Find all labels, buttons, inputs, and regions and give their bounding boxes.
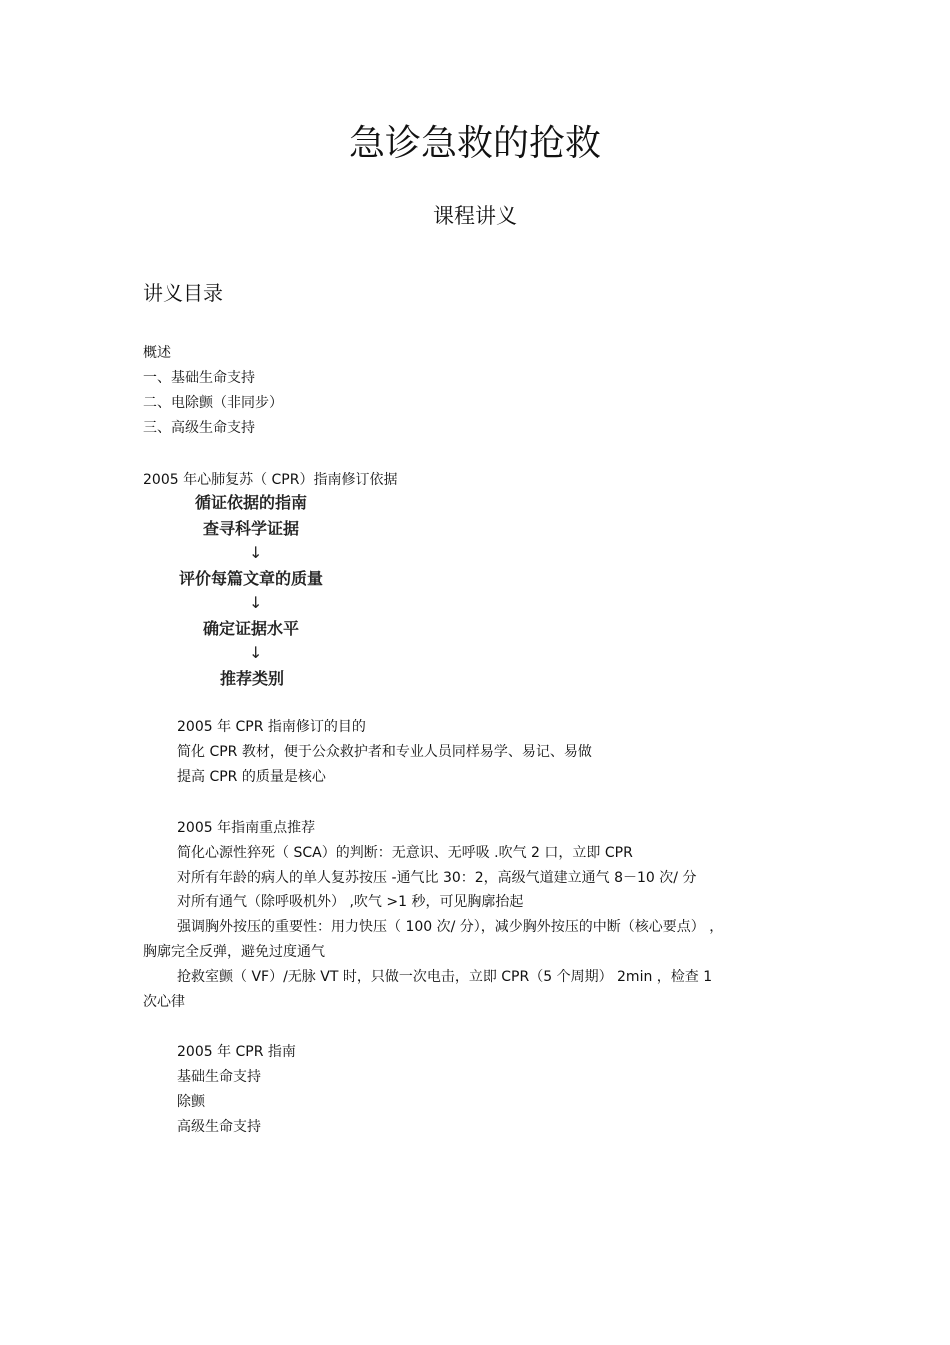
guideline-item: 基础生命支持 (177, 1069, 261, 1085)
flow-step: 查寻科学证据 (203, 519, 300, 538)
recommendation-item: 对所有通气（除呼吸机外） ,吹气 >1 秒，可见胸廓抬起 (177, 894, 524, 910)
recommendation-item: 对所有年龄的病人的单人复苏按压 -通气比 30：2，高级气道建立通气 8－10 次/ 分 (177, 870, 697, 886)
recommendation-item-continued: 胸廓完全反弹，避免过度通气 (143, 944, 325, 960)
toc-item: 概述 (143, 345, 171, 361)
guideline-item: 高级生命支持 (177, 1119, 261, 1135)
toc-item: 二、电除颤（非同步） (143, 395, 283, 411)
purpose-heading: 2005 年 CPR 指南修订的目的 (177, 719, 366, 735)
guideline-item: 除颤 (177, 1094, 205, 1110)
toc-item: 一、基础生命支持 (143, 370, 255, 386)
cpr-basis-heading: 2005 年心肺复苏（ CPR）指南修订依据 (143, 472, 398, 488)
guideline-heading: 2005 年 CPR 指南 (177, 1044, 296, 1060)
purpose-item: 提高 CPR 的质量是核心 (177, 769, 326, 785)
recommendations-heading: 2005 年指南重点推荐 (177, 820, 316, 836)
toc-heading: 讲义目录 (143, 281, 223, 305)
flow-step: 确定证据水平 (203, 619, 300, 638)
page-title: 急诊急救的抢救 (348, 123, 601, 164)
recommendation-item-continued: 次心律 (143, 994, 185, 1010)
arrow-down-icon: ↓ (249, 593, 263, 612)
arrow-down-icon: ↓ (249, 643, 263, 662)
flow-step: 评价每篇文章的质量 (179, 569, 324, 588)
flow-step: 推荐类别 (220, 669, 285, 688)
purpose-item: 简化 CPR 教材，便于公众救护者和专业人员同样易学、易记、易做 (177, 744, 592, 760)
recommendation-item: 强调胸外按压的重要性：用力快压（ 100 次/ 分），减少胸外按压的中断（核心要点） ， (177, 919, 724, 935)
recommendation-item: 抢救室颤（ VF）/无脉 VT 时，只做一次电击，立即 CPR（5 个周期） 2min ，检查 1 (177, 969, 713, 985)
toc-item: 三、高级生命支持 (143, 420, 255, 436)
arrow-down-icon: ↓ (249, 543, 263, 562)
flow-step: 循证依据的指南 (195, 493, 308, 512)
recommendation-item: 简化心源性猝死（ SCA）的判断：无意识、无呼吸 .吹气 2 口，立即 CPR (177, 845, 633, 861)
page-subtitle: 课程讲义 (433, 204, 517, 228)
